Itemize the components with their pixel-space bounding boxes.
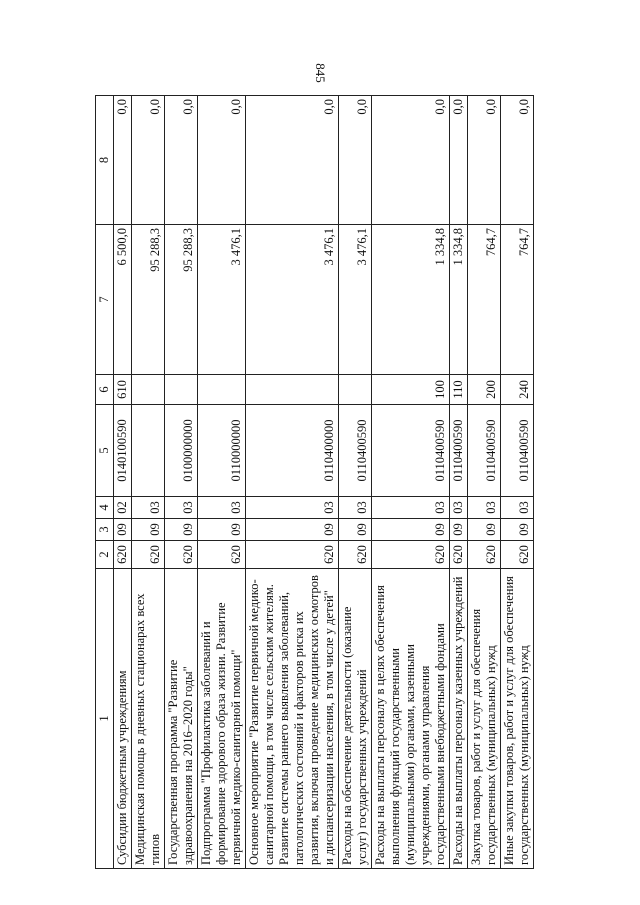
cell-c3: 09 [450, 519, 468, 541]
row-name: Государственная программа "Развитие здравоохранения на 2016–2020 годы" [165, 569, 198, 869]
table-row [132, 96, 165, 869]
table-row [165, 96, 198, 869]
cell-c5 [132, 405, 165, 497]
cell-c2: 620 [501, 541, 534, 569]
cell-c7: 764,7 [501, 225, 534, 375]
cell-c7: 3 476,1 [198, 225, 246, 375]
cell-c2: 620 [246, 541, 339, 569]
cell-c8: 0,0 [198, 96, 246, 225]
cell-c3: 09 [468, 519, 501, 541]
cell-c2: 620 [132, 541, 165, 569]
row-name: Подпрограмма "Профилактика заболеваний и формирование здорового образа жизни. Развитие первичной медико-санитарной помощи" [198, 569, 246, 869]
cell-c8: 0,0 [501, 96, 534, 225]
row-name: Расходы на выплаты персоналу в целях обеспечения выполнения функций государственными (муниципальными) органами, казенными учреждениями, органами управления государственными внебюджетными фондами [372, 569, 450, 869]
column-header: 7 [96, 225, 114, 375]
budget-table-container [95, 96, 595, 869]
cell-c8: 0,0 [339, 96, 372, 225]
cell-c5: 0110400590 [501, 405, 534, 497]
cell-c7: 95 288,3 [132, 225, 165, 375]
cell-c3: 09 [114, 519, 132, 541]
cell-c2: 620 [450, 541, 468, 569]
cell-c6 [132, 375, 165, 405]
cell-c7: 1 334,8 [372, 225, 450, 375]
column-header: 4 [96, 497, 114, 519]
cell-c5: 0140100590 [114, 405, 132, 497]
cell-c6: 240 [501, 375, 534, 405]
cell-c6 [339, 375, 372, 405]
cell-c6: 100 [372, 375, 450, 405]
row-name: Иные закупки товаров, работ и услуг для обеспечения государственных (муниципальных) нужд [501, 569, 534, 869]
cell-c3: 09 [246, 519, 339, 541]
cell-c8: 0,0 [450, 96, 468, 225]
cell-c4: 03 [372, 497, 450, 519]
cell-c6 [246, 375, 339, 405]
header-row [96, 96, 114, 869]
row-name: Расходы на выплаты персоналу казенных учреждений [450, 569, 468, 869]
cell-c8: 0,0 [372, 96, 450, 225]
row-name: Основное мероприятие "Развитие первичной медико-санитарной помощи, в том числе сельским жителям. Развитие системы раннего выявления заболеваний, патологических состояний и факторов риска их развития, включая проведение медицинских осмотров и диспансеризации населения, в том числе у детей" [246, 569, 339, 869]
cell-c8: 0,0 [165, 96, 198, 225]
cell-c7: 3 476,1 [246, 225, 339, 375]
cell-c7: 764,7 [468, 225, 501, 375]
cell-c2: 620 [165, 541, 198, 569]
cell-c4: 03 [339, 497, 372, 519]
cell-c5: 0110400590 [468, 405, 501, 497]
cell-c4: 03 [165, 497, 198, 519]
cell-c3: 09 [372, 519, 450, 541]
cell-c4: 02 [114, 497, 132, 519]
cell-c8: 0,0 [114, 96, 132, 225]
cell-c7: 1 334,8 [450, 225, 468, 375]
table-row [372, 96, 450, 869]
cell-c2: 620 [114, 541, 132, 569]
column-header: 6 [96, 375, 114, 405]
cell-c3: 09 [198, 519, 246, 541]
cell-c2: 620 [468, 541, 501, 569]
table-row [114, 96, 132, 869]
column-header: 2 [96, 541, 114, 569]
cell-c6: 200 [468, 375, 501, 405]
cell-c5: 0110400590 [450, 405, 468, 497]
cell-c4: 03 [501, 497, 534, 519]
cell-c7: 95 288,3 [165, 225, 198, 375]
table-row [339, 96, 372, 869]
cell-c6 [165, 375, 198, 405]
cell-c2: 620 [339, 541, 372, 569]
cell-c4: 03 [198, 497, 246, 519]
budget-table [95, 95, 534, 869]
cell-c5: 0110400590 [339, 405, 372, 497]
row-name: Субсидии бюджетным учреждениям [114, 569, 132, 869]
cell-c2: 620 [372, 541, 450, 569]
table-row [501, 96, 534, 869]
cell-c7: 3 476,1 [339, 225, 372, 375]
cell-c4: 03 [132, 497, 165, 519]
cell-c3: 09 [132, 519, 165, 541]
cell-c4: 03 [246, 497, 339, 519]
column-header: 3 [96, 519, 114, 541]
cell-c7: 6 500,0 [114, 225, 132, 375]
cell-c6: 610 [114, 375, 132, 405]
cell-c8: 0,0 [468, 96, 501, 225]
cell-c5: 0100000000 [165, 405, 198, 497]
column-header: 8 [96, 96, 114, 225]
column-header: 5 [96, 405, 114, 497]
row-name: Расходы на обеспечение деятельности (оказание услуг) государственных учреждений [339, 569, 372, 869]
cell-c5: 0110000000 [198, 405, 246, 497]
cell-c8: 0,0 [246, 96, 339, 225]
table-row [450, 96, 468, 869]
table-row [246, 96, 339, 869]
row-name: Медицинская помощь в дневных стационарах всех типов [132, 569, 165, 869]
cell-c8: 0,0 [132, 96, 165, 225]
cell-c5: 0110400000 [246, 405, 339, 497]
table-row [198, 96, 246, 869]
cell-c4: 03 [450, 497, 468, 519]
table-row [468, 96, 501, 869]
row-name: Закупка товаров, работ и услуг для обеспечения государственных (муниципальных) нужд [468, 569, 501, 869]
column-header: 1 [96, 569, 114, 869]
cell-c3: 09 [339, 519, 372, 541]
page-number: 845 [313, 63, 328, 83]
cell-c4: 03 [468, 497, 501, 519]
cell-c6: 110 [450, 375, 468, 405]
cell-c3: 09 [501, 519, 534, 541]
cell-c5: 0110400590 [372, 405, 450, 497]
cell-c6 [198, 375, 246, 405]
cell-c2: 620 [198, 541, 246, 569]
cell-c3: 09 [165, 519, 198, 541]
